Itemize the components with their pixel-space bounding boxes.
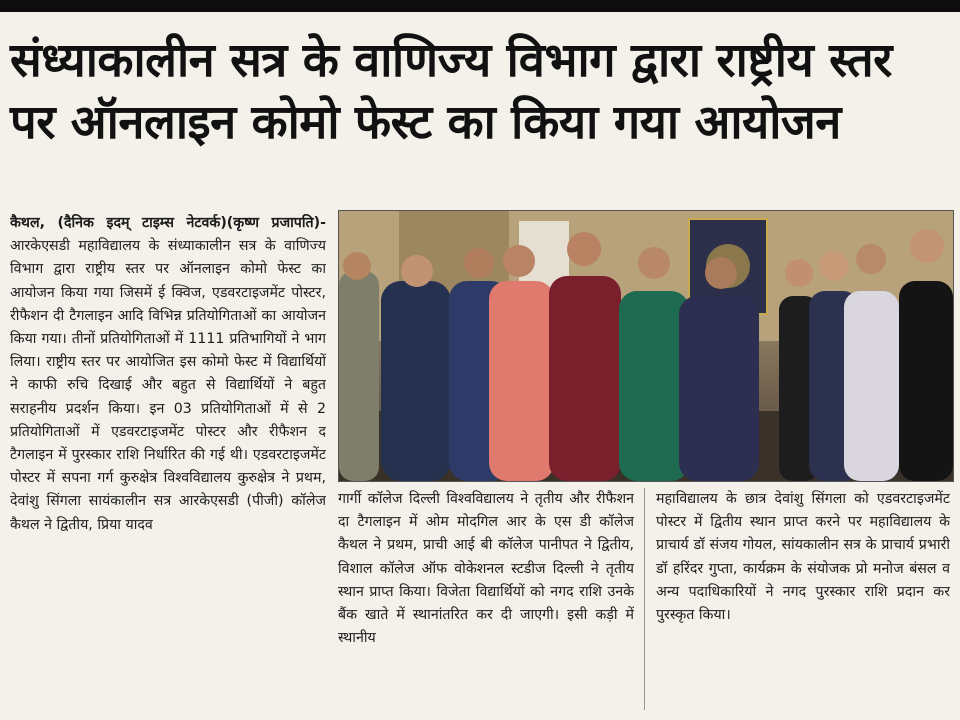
article-column-2 <box>338 488 634 710</box>
headline <box>10 30 950 154</box>
group-photo-illustration <box>339 211 953 481</box>
dateline: कैथल, (दैनिक इदम् टाइम्स नेटवर्क)(कृष्ण प्रजापति)- <box>10 215 326 231</box>
article-text-1: आरकेएसडी महाविद्यालय के संध्याकालीन सत्र के वाणिज्य विभाग द्वारा राष्ट्रीय स्तर पर ऑनलाइन कोमो फेस्ट का आयोजन किया गया जिसमें ई क्विज, एडवरटाइजमेंट पोस्टर, रीफैशन दी टैगलाइन आदि विभिन्न प्रतियोगिताओं का आयोजन किया गया। तीनों प्रतियोगिताओं में 1111 प्रतिभागियों ने भाग लिया। राष्ट्रीय स्तर पर आयोजित इस कोमो फेस्ट में विद्यार्थियों ने काफी रुचि दिखाई और बहुत से विद्यार्थियों ने बहुत सराहनीय प्रदर्शन किया। इन 03 प्रतियोगिताओं में से 2 प्रतियोगिताओं में एडवरटाइजमेंट पोस्टर और रीफैशन द टैगलाइन में पुरस्कार राशि निर्धारित की गई थी। एडवरटाइजमेंट पोस्टर में सपना गर्ग कुरुक्षेत्र विश्वविद्यालय कुरुक्षेत्र ने प्रथम, देवांशु सिंगला सायंकालीन सत्र आरकेएसडी (पीजी) कॉलेज कैथल ने द्वितीय, प्रिया यादव <box>10 238 326 533</box>
top-border <box>0 0 960 12</box>
headline-line-1: संध्याकालीन सत्र के वाणिज्य विभाग द्वारा राष्ट्रीय स्तर <box>10 33 892 88</box>
article-text-2: गार्गी कॉलेज दिल्ली विश्वविद्यालय ने तृतीय और रीफैशन दा टैगलाइन में ओम मोदगिल आर के एस डी कॉलेज कैथल ने प्रथम, प्राची आई बी कॉलेज पानीपत ने द्वितीय, विशाल कॉलेज ऑफ वोकेशनल स्टडीज दिल्ली ने तृतीय स्थान प्राप्त किया। विजेता विद्यार्थियों को नगद राशि उनके बैंक खाते में स्थानांतरित कर दी जाएगी। इसी कड़ी में स्थानीय <box>338 491 634 647</box>
article-column-3 <box>656 488 950 710</box>
article-column-1 <box>10 212 326 712</box>
article-text-3: महाविद्यालय के छात्र देवांशु सिंगला को एडवरटाइजमेंट पोस्टर में द्वितीय स्थान प्राप्त करने पर महाविद्यालय के प्राचार्य डॉ संजय गोयल, सांयकालीन सत्र के प्राचार्य प्रभारी डॉ हरिंदर गुप्ता, कार्यक्रम के संयोजक प्रो मनोज बंसल व अन्य पदाधिकारियों ने नगद पुरस्कार राशि प्रदान कर पुरस्कृत किया। <box>656 491 950 624</box>
headline-line-2: पर ऑनलाइन कोमो फेस्ट का किया गया आयोजन <box>10 95 841 150</box>
news-photo <box>338 210 954 482</box>
column-divider <box>644 488 645 710</box>
